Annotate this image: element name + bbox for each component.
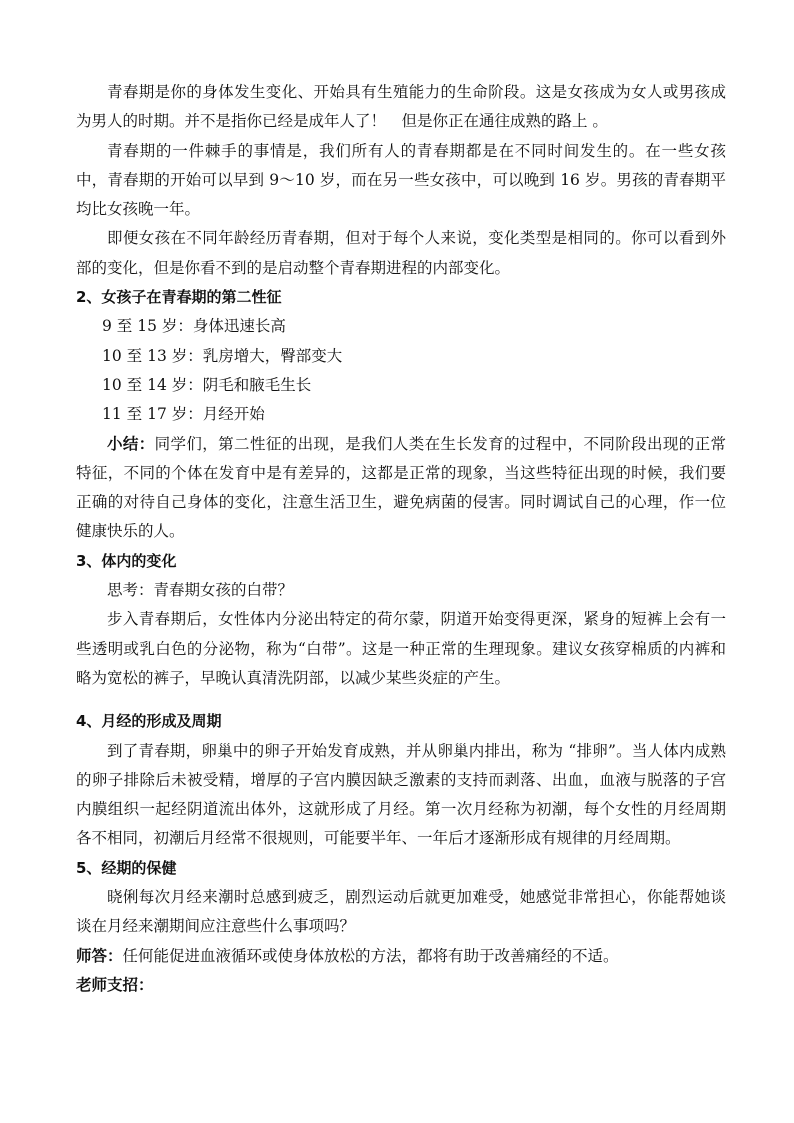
answer-text: 任何能促进血液循环或使身体放松的方法，都将有助于改善痛经的不适。 (122, 946, 619, 965)
intro-paragraph-3: 即便女孩在不同年龄经历青春期，但对于每个人来说，变化类型是相同的。你可以看到外部的变化，但是你看不到的是启动整个青春期进程的内部变化。 (76, 229, 726, 277)
trait-item-4: 11 至 17 岁：月经开始 (102, 405, 265, 424)
section-5-heading: 5、经期的保健 (76, 858, 177, 877)
trait-item-2: 10 至 13 岁：乳房增大，臀部变大 (102, 346, 343, 365)
intro-paragraph-2: 青春期的一件棘手的事情是，我们所有人的青春期都是在不同时间发生的。在一些女孩中，青春期的开始可以早到 9～10 岁，而在另一些女孩中，可以晚到 16 岁。男孩的青春期平均比女孩晚一年。 (76, 141, 726, 219)
trait-item-3: 10 至 14 岁：阴毛和腋毛生长 (102, 375, 312, 394)
section-4-heading: 4、月经的形成及周期 (76, 712, 222, 731)
spacer (76, 693, 726, 707)
section-5-text: 晓俐每次月经来潮时总感到疲乏，剧烈运动后就更加难受，她感觉非常担心，你能帮她谈谈在月经来潮期间应注意些什么事项吗？ (76, 888, 726, 936)
teacher-answer (76, 942, 726, 971)
summary-text: 同学们，第二性征的出现，是我们人类在生长发育的过程中，不同阶段出现的正常特征，不同的个体在发育中是有差异的，这都是正常的现象，当这些特征出现的时候，我们要正确的对待自己身体的变化，注意生活卫生，避免病菌的侵害。同时调试自己的心理，作一位健康快乐的人。 (76, 434, 726, 541)
trait-item-1: 9 至 15 岁：身体迅速长高 (102, 317, 286, 336)
intro-paragraph-1: 青春期是你的身体发生变化、开始具有生殖能力的生命阶段。这是女孩成为女人或男孩成为男人的时期。并不是指你已经是成年人了！ 但是你正在通往成熟的路上 。 (76, 83, 726, 131)
section-3-heading: 3、体内的变化 (76, 551, 177, 570)
document-page (76, 78, 726, 1000)
answer-label: 师答： (76, 946, 123, 965)
section-3-question: 思考：青春期女孩的白带？ (107, 581, 294, 600)
summary-label: 小结： (107, 434, 155, 453)
section-3-text: 步入青春期后，女性体内分泌出特定的荷尔蒙，阴道开始变得更深，紧身的短裤上会有一些透明或乳白色的分泌物，称为“白带”。这是一种正常的生理现象。建议女孩穿棉质的内裤和略为宽松的裤子，早晚认真清洗阴部，以减少某些炎症的产生。 (76, 610, 726, 687)
section-4-text: 到了青春期，卵巢中的卵子开始发育成熟，并从卵巢内排出，称为 “排卵”。当人体内成熟的卵子排除后未被受精，增厚的子宫内膜因缺乏激素的支持而剥落、出血，血液与脱落的子宫内膜组织一起经阴道流出体外，这就形成了月经。第一次月经称为初潮，每个女性的月经周期各不相同，初潮后月经常不很规则，可能要半年、一年后才逐渐形成有规律的月经周期。 (76, 741, 726, 848)
teacher-tips-label: 老师支招： (76, 975, 154, 994)
summary-paragraph (76, 430, 726, 547)
section-2-heading: 2、女孩子在青春期的第二性征 (76, 288, 282, 307)
